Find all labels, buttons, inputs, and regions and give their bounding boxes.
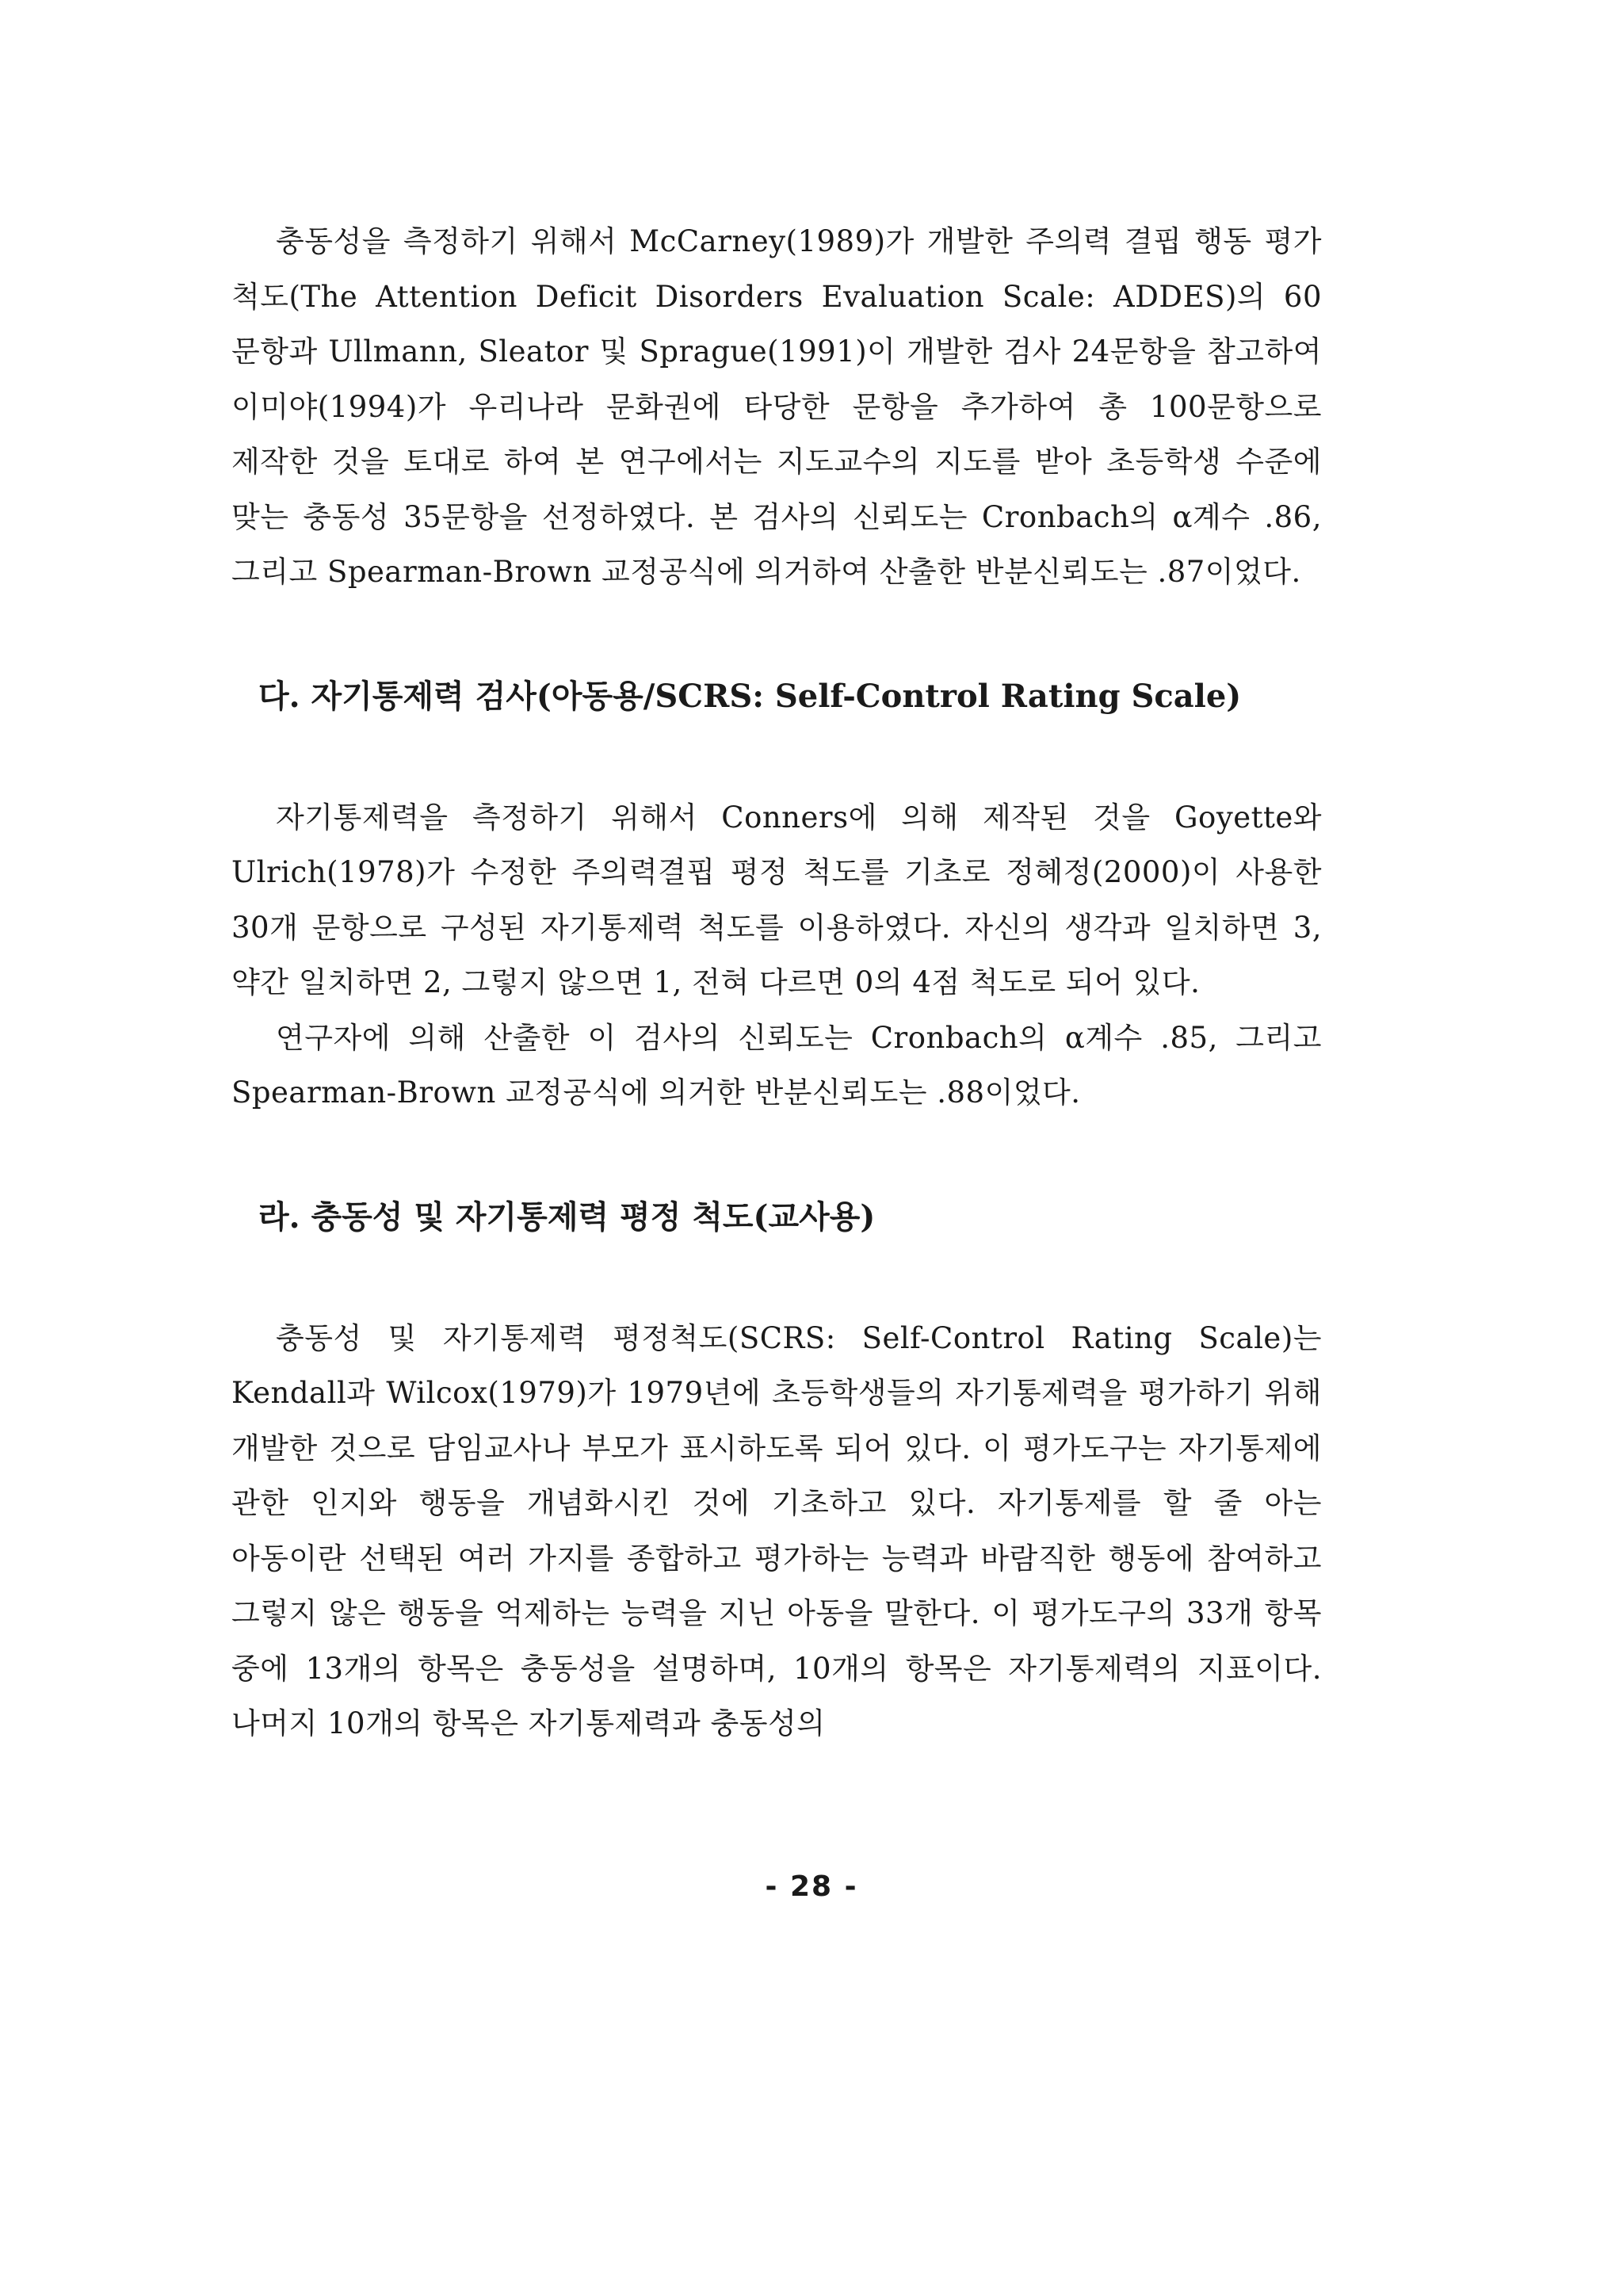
paragraph-teacher-rating-scale: 충동성 및 자기통제력 평정척도(SCRS: Self-Control Rating Scale)는 Kendall과 Wilcox(1979)가 1979년에 초등학생들의 자기통제력을 평가하기 위해 개발한 것으로 담임교사나 부모가 표시하도록 되어 있다. 이 평가도구는 자기통제에 관한 인지와 행동을 개념화시킨 것에 기초하고 있다. 자기통제를 할 줄 아는 아동이란 선택된 여러 가지를 종합하고 평가하는 능력과 바람직한 행동에 참여하고 그렇지 않은 행동을 억제하는 능력을 지닌 아동을 말한다. 이 평가도구의 33개 항목 중에 13개의 항목은 충동성을 설명하며, 10개의 항목은 자기통제력의 지표이다. 나머지 10개의 항목은 자기통제력과 충동성의: [231, 1320, 1322, 1740]
section-heading-self-control-test: 다. 자기통제력 검사(아동용/SCRS: Self-Control Rating Scale): [258, 677, 1242, 715]
paragraph-self-control-measure: 자기통제력을 측정하기 위해서 Conners에 의해 제작된 것을 Goyette와 Ulrich(1978)가 수정한 주의력결핍 평정 척도를 기초로 정혜정(2000)이 사용한 30개 문항으로 구성된 자기통제력 척도를 이용하였다. 자신의 생각과 일치하면 3, 약간 일치하면 2, 그렇지 않으면 1, 전혀 다르면 0의 4점 척도로 되어 있다.: [231, 800, 1322, 999]
page-number: - 28 -: [765, 1870, 858, 1903]
paragraph-impulsivity-measure: 충동성을 측정하기 위해서 McCarney(1989)가 개발한 주의력 결핍 행동 평가 척도(The Attention Deficit Disorders Evaluation Scale: ADDES)의 60 문항과 Ullmann, Sleator 및 Sprague(1991)이 개발한 검사 24문항을 참고하여 이미야(1994)가 우리나라 문화권에 타당한 문항을 추가하여 총 100문항으로 제작한 것을 토대로 하여 본 연구에서는 지도교수의 지도를 받아 초등학생 수준에 맞는 충동성 35문항을 선정하였다. 본 검사의 신뢰도는 Cronbach의 α계수 .86, 그리고 Spearman-Brown 교정공식에 의거하여 산출한 반분신뢰도는 .87이었다.: [231, 224, 1322, 589]
paragraph-self-control-reliability: 연구자에 의해 산출한 이 검사의 신뢰도는 Cronbach의 α계수 .85, 그리고 Spearman-Brown 교정공식에 의거한 반분신뢰도는 .88이었다.: [231, 1020, 1322, 1110]
page-content: [231, 214, 1322, 1752]
section-heading-teacher-rating-scale: 라. 충동성 및 자기통제력 평정 척도(교사용): [258, 1198, 876, 1236]
